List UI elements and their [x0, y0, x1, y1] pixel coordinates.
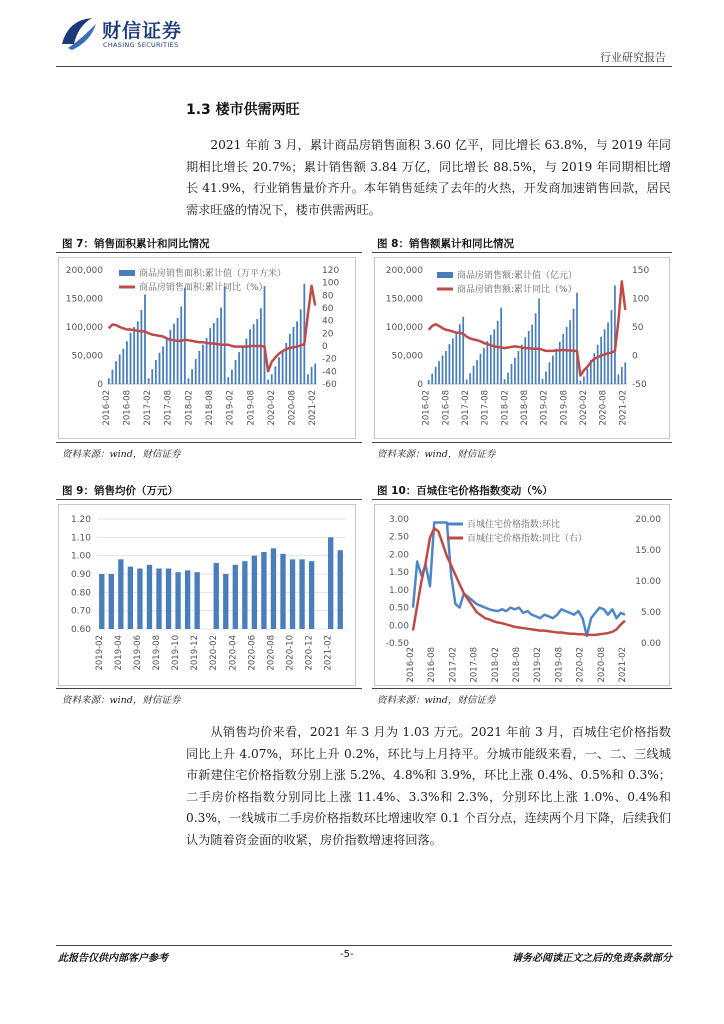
x-tick-label: 2019-08: [554, 647, 565, 683]
bar: [214, 563, 219, 629]
fig8-title: 图 8：销售额累计和同比情况: [377, 238, 514, 250]
y-right-tick-label: 5.00: [640, 608, 661, 618]
legend-swatch: [437, 272, 453, 278]
company-name-en: CHASING SECURITIES: [103, 41, 179, 49]
bar: [455, 333, 457, 384]
bar: [586, 369, 588, 384]
y-left-tick-label: 200,000: [385, 266, 423, 276]
legend-label: 商品房销售面积:累计值（万平方米）: [139, 269, 287, 279]
fig7-chart: [58, 257, 356, 439]
bar: [177, 318, 179, 384]
x-tick-label: 2018-08: [205, 390, 215, 426]
y-left-tick-label: 2.00: [388, 550, 409, 561]
y-right-tick-label: 0: [632, 351, 638, 362]
bar: [576, 293, 578, 384]
bar: [507, 373, 509, 384]
y-left-tick-label: 0.50: [388, 603, 409, 614]
x-tick-label: 2019-08: [152, 635, 162, 671]
bar: [140, 310, 142, 384]
y-left-tick-label: 50,000: [71, 351, 103, 362]
bar: [206, 338, 208, 384]
bar: [452, 338, 454, 384]
bar: [518, 351, 520, 384]
bar: [611, 310, 613, 384]
bar: [338, 550, 343, 629]
x-tick-label: 2019-12: [190, 635, 201, 671]
bar: [227, 377, 229, 384]
bar: [289, 334, 291, 384]
bar: [166, 340, 168, 384]
x-tick-label: 2021-02: [323, 635, 334, 671]
y-right-tick-label: 150: [632, 266, 650, 276]
bar: [242, 346, 244, 384]
bar: [431, 374, 433, 384]
bar: [566, 327, 568, 384]
fig9-title: 图 9：销售均价（万元）: [62, 485, 178, 497]
x-tick-label: 2018-08: [512, 647, 522, 683]
bar: [188, 378, 190, 384]
bar: [618, 374, 620, 384]
bar: [290, 559, 295, 629]
bar: [112, 370, 114, 384]
bar: [469, 373, 471, 384]
bar: [119, 354, 121, 384]
bar: [274, 366, 276, 384]
x-tick-label: 2020-08: [266, 635, 277, 671]
x-tick-label: 2021-02: [618, 647, 628, 683]
y-left-tick-label: 1.20: [70, 515, 91, 525]
x-tick-label: 2016-08: [427, 647, 438, 683]
bar: [624, 362, 626, 384]
y-left-tick-label: 150,000: [385, 294, 423, 305]
x-tick-label: 2020-04: [228, 635, 239, 671]
bar: [144, 295, 146, 384]
bar: [115, 361, 117, 384]
x-tick-label: 2016-02: [101, 390, 112, 426]
y-right-tick-label: 100: [632, 294, 650, 305]
bar: [194, 572, 199, 629]
bar: [299, 559, 304, 629]
paragraph-2: 从销售均价来看，2021 年 3 月为 1.03 万元。2021 年前 3 月，百城住宅价格指数同比上升 4.07%，环比上升 0.2%，环比与上月持平。分城市能级来看，一、二、三线城市新建住宅价格指数分别上涨 5.2%、4.8%和 3.9%，环比上涨 0.4%、0.5%和 0.3%；二手房价格指数分别同比上涨 11.4%、3.3%和 2.3%，分别环比上涨 1.0%、0.4%和 0.3%，一线城市二手房价格指数环比增速收窄 0.1 个百分点，连续两个月下降，后续我们认为随着资金面的收紧，房价指数增速将回落。: [186, 725, 671, 847]
bar: [497, 321, 499, 384]
bar: [271, 374, 273, 384]
bar: [524, 337, 526, 384]
bar: [490, 335, 492, 384]
bar: [311, 367, 313, 384]
bar: [614, 285, 616, 384]
bar: [233, 565, 238, 629]
bar: [545, 371, 547, 384]
bar: [137, 569, 142, 630]
bar: [296, 321, 298, 384]
bar: [156, 569, 161, 630]
y-left-tick-label: 100,000: [65, 323, 103, 333]
bar: [438, 361, 440, 384]
bar: [191, 369, 193, 384]
y-left-tick-label: 1.00: [70, 551, 91, 562]
report-type: 行业研究报告: [600, 51, 666, 64]
bar: [538, 299, 540, 385]
bar: [597, 345, 599, 384]
fig10-source: 资料来源：wind，财信证券: [377, 695, 496, 706]
x-tick-label: 2019-02: [225, 390, 236, 426]
bar: [328, 537, 333, 629]
x-tick-label: 2018-02: [490, 647, 501, 683]
bar: [559, 342, 561, 384]
x-tick-label: 2020-02: [575, 647, 586, 683]
bar: [473, 366, 475, 384]
bar: [195, 359, 197, 384]
y-right-tick-label: 80: [322, 291, 334, 302]
x-tick-label: 2020-08: [596, 647, 607, 683]
bar: [122, 349, 124, 384]
y-right-tick-label: 20.00: [635, 515, 661, 525]
series-line-yoy: [413, 528, 625, 635]
bar: [166, 569, 171, 630]
bar: [521, 345, 523, 384]
y-left-tick-label: -0.50: [385, 639, 409, 649]
bar: [280, 554, 285, 629]
x-tick-label: 2017-08: [469, 647, 480, 683]
y-right-tick-label: 50: [632, 323, 644, 333]
fig9-source: 资料来源：wind，财信证券: [62, 695, 181, 706]
bar: [573, 309, 575, 384]
bar: [514, 358, 516, 384]
bar: [217, 318, 219, 384]
y-left-tick-label: 0: [417, 380, 423, 390]
legend-label: 商品房销售额:累计同比（%）: [457, 285, 577, 295]
y-right-tick-label: -50: [632, 380, 647, 390]
y-right-tick-label: 0.00: [640, 639, 661, 649]
footer-disclaimer-left: 此报告仅供内部客户参考: [58, 953, 168, 964]
x-tick-label: 2018-02: [184, 390, 195, 426]
y-left-tick-label: 2.50: [388, 532, 409, 543]
bar: [180, 306, 182, 384]
bar: [184, 288, 186, 384]
x-tick-label: 2018-08: [520, 390, 530, 426]
legend-label: 商品房销售额:累计值（亿元）: [457, 271, 578, 281]
bar: [462, 317, 464, 384]
y-right-tick-label: 0: [322, 342, 328, 352]
bar: [580, 381, 582, 384]
header-rule: [56, 66, 672, 67]
bar: [209, 328, 211, 384]
bar: [169, 330, 171, 384]
x-tick-label: 2017-08: [163, 390, 174, 426]
bar: [185, 570, 190, 629]
bar: [583, 377, 585, 384]
bar: [449, 344, 451, 384]
y-left-tick-label: 0: [97, 380, 103, 390]
bar: [293, 327, 295, 384]
x-tick-label: 2020-02: [209, 635, 220, 671]
bar: [133, 327, 135, 384]
bar: [198, 351, 200, 384]
bar: [253, 324, 255, 384]
y-left-tick-label: 150,000: [65, 294, 103, 305]
bar: [109, 574, 114, 629]
x-tick-label: 2020-08: [287, 390, 298, 426]
bar: [223, 574, 228, 629]
fig9-chart: [58, 504, 356, 686]
bar: [445, 351, 447, 384]
footer-rule: [56, 945, 672, 946]
bar: [500, 308, 502, 384]
y-right-tick-label: 15.00: [635, 546, 661, 556]
y-left-tick-label: 3.00: [388, 515, 409, 525]
bar: [173, 324, 175, 384]
bar: [99, 574, 104, 629]
fig8-chart: [374, 257, 670, 439]
y-left-tick-label: 1.10: [70, 533, 91, 544]
y-right-tick-label: 20: [322, 329, 334, 340]
legend-label: 商品房销售面积:累计同比（%）: [139, 283, 268, 293]
legend-label: 百城住宅价格指数:同比（右）: [467, 534, 588, 544]
bar: [148, 378, 150, 384]
bar: [435, 367, 437, 384]
x-tick-label: 2016-02: [406, 647, 416, 683]
company-logo: [58, 14, 208, 54]
company-name-cn: 财信证券: [102, 20, 183, 42]
bar: [147, 565, 152, 629]
bar: [486, 341, 488, 384]
bar: [238, 352, 240, 384]
x-tick-label: 2019-06: [132, 635, 143, 671]
y-left-tick-label: 0.70: [70, 606, 91, 617]
bar: [480, 354, 482, 384]
bar: [531, 325, 533, 384]
y-left-tick-label: 100,000: [385, 323, 423, 333]
bar: [261, 552, 266, 629]
footer-disclaimer-right: 请务必阅读正文之后的免责条款部分: [512, 953, 672, 964]
x-tick-label: 2021-02: [618, 390, 629, 426]
x-tick-label: 2019-08: [559, 390, 570, 426]
x-tick-label: 2017-02: [461, 390, 472, 426]
bar: [159, 353, 161, 384]
x-tick-label: 2020-02: [266, 390, 277, 426]
y-left-tick-label: 1.00: [388, 585, 409, 596]
fig7-source: 资料来源：wind，财信证券: [62, 449, 181, 460]
y-right-tick-label: 100: [322, 278, 340, 289]
bar: [569, 320, 571, 384]
bar: [442, 356, 444, 385]
bar: [231, 370, 233, 384]
x-tick-label: 2016-02: [421, 390, 432, 426]
bar: [552, 356, 554, 385]
x-tick-label: 2020-12: [304, 635, 315, 671]
bar: [151, 369, 153, 384]
bar: [249, 329, 251, 384]
y-right-tick-label: -20: [322, 354, 337, 365]
x-tick-label: 2020-10: [285, 635, 296, 671]
fig7-title: 图 7：销售面积累计和同比情况: [62, 238, 210, 250]
bar: [504, 379, 506, 384]
bar: [562, 334, 564, 384]
bar: [555, 349, 557, 384]
fig10-chart: [374, 504, 670, 686]
y-left-tick-label: 200,000: [65, 266, 103, 276]
fig8-source: 资料来源：wind，财信证券: [377, 449, 496, 460]
bar: [528, 331, 530, 384]
bar: [128, 567, 133, 629]
bar: [466, 379, 468, 384]
bar: [155, 360, 157, 384]
bar: [278, 357, 280, 384]
bar: [130, 333, 132, 384]
y-left-tick-label: 0.60: [70, 625, 91, 635]
bar: [213, 323, 215, 384]
paragraph-1: 2021 年前 3 月，累计商品房销售面积 3.60 亿平，同比增长 63.8%，与 2019 年同期相比增长 20.7%；累计销售额 3.84 万亿，同比增长 88.5%，与 2019 年同期相比增长 41.9%，行业销售量价齐升。本年销售延续了去年的火热，开发商加速销售回款，居民需求旺盛的情况下，楼市供需两旺。: [186, 138, 671, 217]
bar: [428, 380, 430, 384]
x-tick-label: 2020-06: [247, 635, 258, 671]
y-right-tick-label: 60: [322, 304, 334, 314]
y-left-tick-label: 0.80: [70, 588, 91, 599]
bar: [242, 561, 247, 629]
bar: [267, 379, 269, 384]
logo-mark-icon: [58, 14, 98, 52]
bar: [175, 572, 180, 629]
bar: [621, 367, 623, 384]
bar: [549, 362, 551, 384]
x-tick-label: 2016-08: [122, 390, 133, 426]
bar: [202, 345, 204, 384]
x-tick-label: 2019-02: [533, 647, 544, 683]
x-tick-label: 2019-08: [246, 390, 257, 426]
x-tick-label: 2019-02: [94, 635, 105, 671]
y-left-tick-label: 0.90: [70, 570, 91, 580]
bar: [600, 337, 602, 384]
bar: [493, 329, 495, 384]
bar: [126, 341, 128, 384]
x-tick-label: 2019-10: [171, 635, 182, 671]
legend-swatch: [119, 270, 135, 276]
bar: [511, 364, 513, 384]
bar: [314, 363, 316, 384]
y-left-tick-label: 50,000: [391, 351, 423, 362]
section-title: 1.3 楼市供需两旺: [186, 102, 300, 118]
x-tick-label: 2017-02: [143, 390, 154, 426]
legend-label: 百城住宅价格指数:环比: [467, 520, 561, 530]
page-number: -5-: [340, 949, 354, 960]
bar: [108, 378, 110, 384]
bar: [542, 379, 544, 384]
fig10-title: 图 10：百城住宅价格指数变动（%）: [377, 485, 553, 497]
bar: [264, 286, 266, 384]
y-right-tick-label: 40: [322, 316, 334, 327]
bar: [476, 360, 478, 384]
x-tick-label: 2018-02: [500, 390, 511, 426]
x-tick-label: 2017-02: [448, 647, 459, 683]
bar: [309, 561, 314, 629]
y-left-tick-label: 1.50: [388, 568, 409, 579]
bar: [252, 556, 257, 629]
bar: [307, 374, 309, 384]
x-tick-label: 2019-04: [113, 635, 124, 671]
x-tick-label: 2017-08: [480, 390, 491, 426]
bar: [235, 360, 237, 384]
bar: [256, 319, 258, 384]
y-right-tick-label: -40: [322, 367, 337, 378]
series-line: [109, 286, 315, 372]
bar: [224, 287, 226, 384]
y-right-tick-label: -60: [322, 380, 337, 390]
x-tick-label: 2016-08: [441, 390, 452, 426]
y-left-tick-label: 0.00: [388, 621, 409, 632]
bar: [282, 351, 284, 384]
x-tick-label: 2020-02: [578, 390, 589, 426]
x-tick-label: 2019-02: [539, 390, 550, 426]
y-right-tick-label: 120: [322, 266, 340, 276]
bar: [604, 329, 606, 384]
series-line: [429, 281, 626, 375]
y-right-tick-label: 10.00: [635, 577, 661, 587]
bar: [271, 548, 276, 629]
bar: [483, 348, 485, 384]
bar: [162, 346, 164, 384]
x-tick-label: 2021-02: [308, 390, 319, 426]
bar: [118, 559, 123, 629]
x-tick-label: 2020-08: [598, 390, 609, 426]
